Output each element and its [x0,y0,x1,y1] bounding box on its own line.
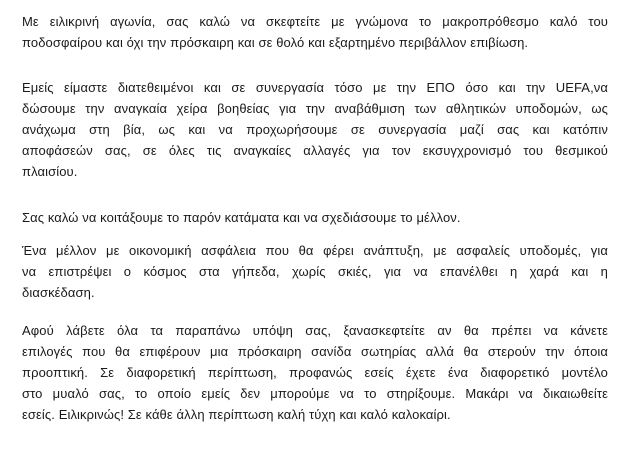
paragraph-line: αποφάσεών σας, σε όλες τις αναγκαίες αλλαγές για τον εκσυγχρονισμό του θεσμικού [22,143,608,158]
paragraph-line: να επιστρέψει ο κόσμος στα γήπεδα, χωρίς σκιές, για να επανέλθει η χαρά και η [22,264,608,279]
paragraph-line: στο μυαλό σας, το οποίο εμείς δεν μπορούμε να το στηρίξουμε. Μακάρι να δικαιωθείτε [22,386,608,401]
paragraph-line: διασκέδαση. [22,285,95,300]
paragraph-3 [22,207,608,228]
paragraph-line: Αφού λάβετε όλα τα παραπάνω υπόψη σας, ξανασκεφτείτε αν θα πρέπει να κάνετε [22,323,608,338]
paragraph-line: ανάχωμα στη βία, ως και να προχωρήσουμε σε συνεργασία μαζί σας και κατόπιν [22,122,608,137]
paragraph-5 [22,320,608,425]
paragraph-4 [22,240,608,303]
paragraph-line: δώσουμε την αναγκαία χείρα βοηθείας για την αναβάθμιση των αθλητικών υποδομών, ως [22,101,608,116]
paragraph-line: Ένα μέλλον με οικονομική ασφάλεια που θα φέρει ανάπτυξη, με ασφαλείς υποδομές, για [22,243,608,258]
paragraph-line: ποδοσφαίρου και όχι την πρόσκαιρη και σε θολό και εξαρτημένο περιβάλλον επιβίωση. [22,35,529,50]
paragraph-line: Με ειλικρινή αγωνία, σας καλώ να σκεφτείτε με γνώμονα το μακροπρόθεσμο καλό του [22,14,608,29]
paragraph-line: προοπτική. Σε διαφορετική περίπτωση, προφανώς εσείς έχετε ένα διαφορετικό μοντέλο [22,365,608,380]
paragraph-2 [22,77,608,182]
paragraph-line: Σας καλώ να κοιτάξουμε το παρόν κατάματα και να σχεδιάσουμε το μέλλον. [22,210,461,225]
paragraph-line: Εμείς είμαστε διατεθειμένοι και σε συνεργασία τόσο με την ΕΠΟ όσο και την UEFA,να [22,80,608,95]
paragraph-1 [22,11,608,53]
paragraph-line: πλαισίου. [22,164,78,179]
paragraph-line: εσείς. Ειλικρινώς! Σε κάθε άλλη περίπτωση καλή τύχη και καλό καλοκαίρι. [22,407,451,422]
paragraph-line: επιλογές που θα επιφέρουν μια πρόσκαιρη σανίδα σωτηρίας αλλά θα στερούν την όποια [22,344,608,359]
